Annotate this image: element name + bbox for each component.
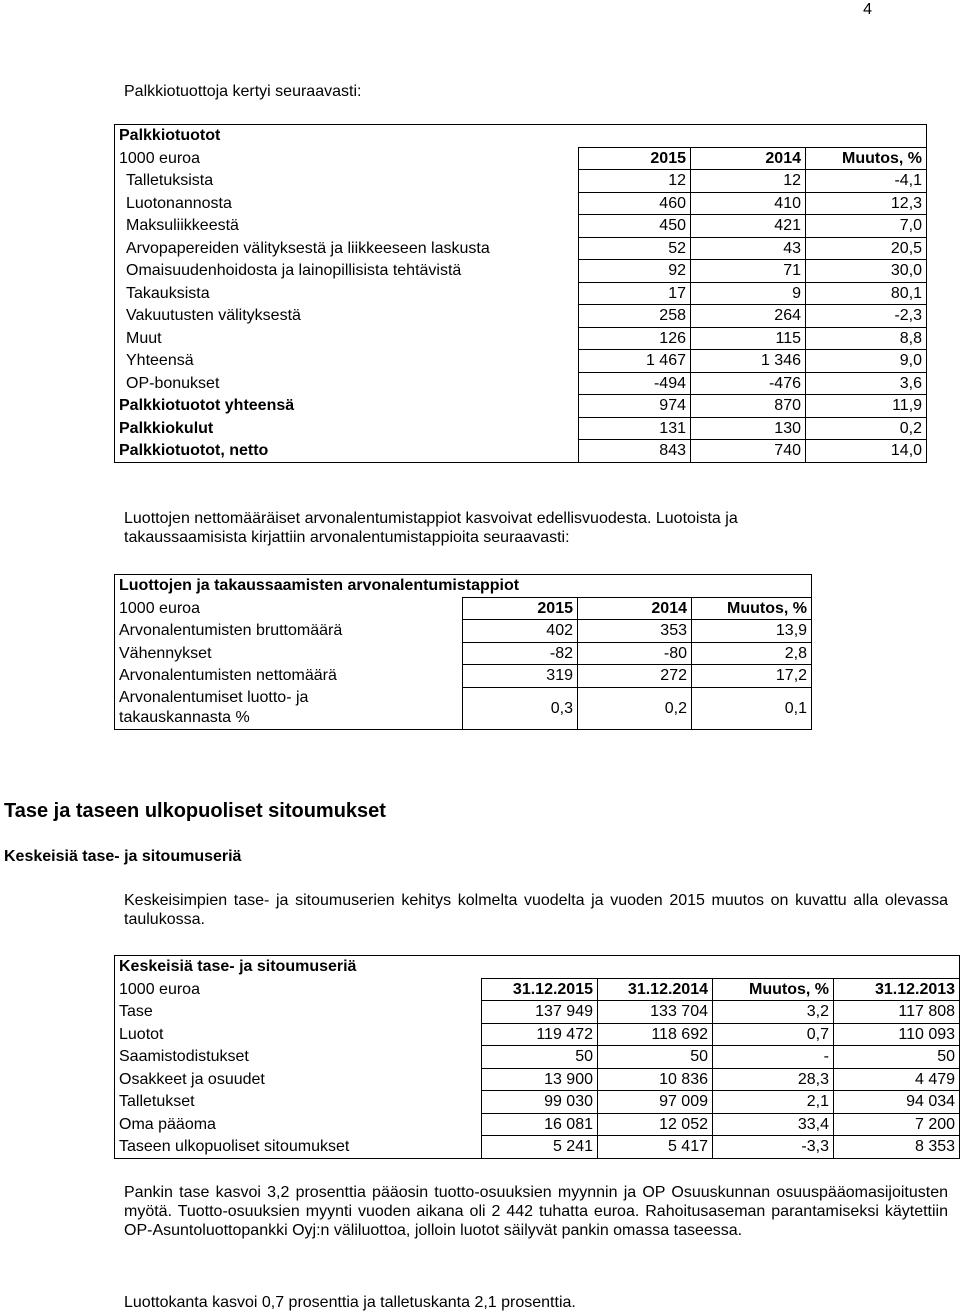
fee-row-value: 258: [579, 305, 691, 328]
balance-row-value: 28,3: [713, 1068, 834, 1091]
balance-row-value: 13 900: [482, 1068, 598, 1091]
impairment-table-last-row: [115, 687, 812, 730]
fee-row-value: 974: [579, 395, 691, 418]
fee-row: [115, 215, 927, 238]
balance-row-value: 2,1: [713, 1091, 834, 1114]
balance-row-value: 7 200: [834, 1113, 960, 1136]
balance-row: [115, 1001, 960, 1024]
balance-row-value: 8 353: [834, 1136, 960, 1159]
fee-row-value: 126: [579, 327, 691, 350]
fee-row: [115, 305, 927, 328]
fee-row-label: Luotonannosta: [115, 192, 579, 215]
impairment-row-label: Arvonalentumisten nettomäärä: [115, 665, 463, 688]
impairment-table-col-header: 2015: [463, 597, 578, 620]
fee-row-value: 7,0: [806, 215, 927, 238]
impairment-row-label: Arvonalentumisten bruttomäärä: [115, 620, 463, 643]
balance-table-unit: 1000 euroa: [115, 978, 482, 1001]
fee-row: [115, 260, 927, 283]
fee-row-value: 92: [579, 260, 691, 283]
fee-row-value: 80,1: [806, 282, 927, 305]
impairment-row-value: 13,9: [692, 620, 812, 643]
impairment-row-value: 0,3: [463, 687, 578, 730]
balance-row-value: 97 009: [598, 1091, 713, 1114]
fee-row-value: 450: [579, 215, 691, 238]
balance-row-value: 5 417: [598, 1136, 713, 1159]
fee-table-unit: 1000 euroa: [115, 147, 579, 170]
fee-row-value: 12: [579, 170, 691, 193]
impairment-row: [115, 665, 812, 688]
balance-row-value: 5 241: [482, 1136, 598, 1159]
balance-row-value: 3,2: [713, 1001, 834, 1024]
fee-row-label: Muut: [115, 327, 579, 350]
subsection-title: Keskeisiä tase- ja sitoumuseriä: [4, 848, 242, 865]
fee-row: [115, 417, 927, 440]
fee-row: [115, 372, 927, 395]
fee-row-label: Palkkiotuotot yhteensä: [115, 395, 579, 418]
fee-row-label: Arvopapereiden välityksestä ja liikkeeseen laskusta: [115, 237, 579, 260]
fee-row-label: Takauksista: [115, 282, 579, 305]
impairment-row-value: 2,8: [692, 642, 812, 665]
fee-row-value: 1 467: [579, 350, 691, 373]
fee-row-value: 0,2: [806, 417, 927, 440]
section-title: Tase ja taseen ulkopuoliset sitoumukset: [4, 800, 386, 822]
fee-row-label: Yhteensä: [115, 350, 579, 373]
balance-row-value: 12 052: [598, 1113, 713, 1136]
balance-row-value: -: [713, 1046, 834, 1069]
fee-table-title: Palkkiotuotot: [115, 125, 927, 148]
fee-row-value: 9: [691, 282, 806, 305]
impairment-last-label-line1: Arvonalentumiset luotto- ja: [119, 689, 309, 706]
balance-row-value: -3,3: [713, 1136, 834, 1159]
fee-table-title-row: [115, 125, 927, 148]
fee-row-value: 130: [691, 417, 806, 440]
balance-table-title-row: [115, 956, 960, 979]
balance-row-value: 94 034: [834, 1091, 960, 1114]
fee-row-label: Palkkiokulut: [115, 417, 579, 440]
fee-row-value: 11,9: [806, 395, 927, 418]
fee-row-value: 12,3: [806, 192, 927, 215]
page-number: 4: [863, 1, 872, 18]
balance-row-label: Tase: [115, 1001, 482, 1024]
fee-row-value: -494: [579, 372, 691, 395]
balance-table-col-header: 31.12.2013: [834, 978, 960, 1001]
balance-row-value: 10 836: [598, 1068, 713, 1091]
balance-table-title: Keskeisiä tase- ja sitoumuseriä: [115, 956, 960, 979]
balance-row-value: 4 479: [834, 1068, 960, 1091]
fee-row-label: Vakuutusten välityksestä: [115, 305, 579, 328]
fee-row-value: 131: [579, 417, 691, 440]
fee-row-label: Maksuliikkeestä: [115, 215, 579, 238]
balance-row-label: Luotot: [115, 1023, 482, 1046]
balance-intro-text: Keskeisimpien tase- ja sitoumuserien kehitys kolmelta vuodelta ja vuoden 2015 muutos on kuvattu alla olevassa taulukossa.: [124, 892, 948, 929]
impairment-table-unit: 1000 euroa: [115, 597, 463, 620]
balance-table-header-row: [115, 978, 960, 1001]
balance-row-value: 0,7: [713, 1023, 834, 1046]
balance-row-value: 50: [834, 1046, 960, 1069]
fee-row-value: 3,6: [806, 372, 927, 395]
fee-row-value: 421: [691, 215, 806, 238]
balance-row: [115, 1113, 960, 1136]
fee-row: [115, 350, 927, 373]
fee-row: [115, 327, 927, 350]
balance-table-col-header: 31.12.2014: [598, 978, 713, 1001]
fee-row-value: 14,0: [806, 440, 927, 463]
impairment-row-value: 402: [463, 620, 578, 643]
fee-row-value: 1 346: [691, 350, 806, 373]
impairment-row-value: 353: [578, 620, 692, 643]
balance-row-label: Osakkeet ja osuudet: [115, 1068, 482, 1091]
closing-paragraph: Pankin tase kasvoi 3,2 prosenttia pääosin tuotto-osuuksien myynnin ja OP Osuuskunnan osuuspääomasijoitusten myötä. Tuotto-osuuksien myynti vuoden aikana oli 2 442 tuhatta euroa. Rahoitusaseman parantamiseksi käytettiin OP-Asuntoluottopankki Oyj:n väliluottoa, jolloin luotot säilyvät pankin omassa taseessa.: [124, 1184, 948, 1240]
impairment-table-col-header: 2014: [578, 597, 692, 620]
balance-row-label: Taseen ulkopuoliset sitoumukset: [115, 1136, 482, 1159]
fee-row-value: 264: [691, 305, 806, 328]
fee-row-value: 12: [691, 170, 806, 193]
fee-row-value: 71: [691, 260, 806, 283]
fee-row-label: Omaisuudenhoidosta ja lainopillisista tehtävistä: [115, 260, 579, 283]
balance-row: [115, 1023, 960, 1046]
fee-row-value: 115: [691, 327, 806, 350]
fee-row: [115, 395, 927, 418]
final-line: Luottokanta kasvoi 0,7 prosenttia ja talletuskanta 2,1 prosenttia.: [124, 1294, 576, 1311]
fee-row-value: 17: [579, 282, 691, 305]
impairment-row-label: [115, 687, 463, 730]
fee-row: [115, 192, 927, 215]
fee-row-label: Palkkiotuotot, netto: [115, 440, 579, 463]
balance-row-value: 33,4: [713, 1113, 834, 1136]
intro-text: Palkkiotuottoja kertyi seuraavasti:: [124, 83, 362, 100]
impairment-row-value: 17,2: [692, 665, 812, 688]
impairment-last-label-line2: takauskannasta %: [119, 709, 250, 726]
fee-row-value: -4,1: [806, 170, 927, 193]
fee-row-value: 410: [691, 192, 806, 215]
fee-table-col-header: Muutos, %: [806, 147, 927, 170]
fee-row: [115, 237, 927, 260]
impairment-row-value: 272: [578, 665, 692, 688]
fee-row-value: 43: [691, 237, 806, 260]
balance-row-value: 50: [482, 1046, 598, 1069]
fee-row-label: OP-bonukset: [115, 372, 579, 395]
balance-row: [115, 1136, 960, 1159]
impairment-row-value: 0,1: [692, 687, 812, 730]
fee-table-col-header: 2014: [691, 147, 806, 170]
impairment-table: [114, 574, 812, 730]
balance-row-value: 133 704: [598, 1001, 713, 1024]
balance-row-label: Oma pääoma: [115, 1113, 482, 1136]
fee-row-value: 9,0: [806, 350, 927, 373]
balance-row-value: 118 692: [598, 1023, 713, 1046]
balance-table-col-header: Muutos, %: [713, 978, 834, 1001]
impairment-row-value: -82: [463, 642, 578, 665]
fee-row-value: 843: [579, 440, 691, 463]
balance-row-value: 16 081: [482, 1113, 598, 1136]
impairment-row-value: 0,2: [578, 687, 692, 730]
balance-row-value: 117 808: [834, 1001, 960, 1024]
balance-row-value: 99 030: [482, 1091, 598, 1114]
fee-row: [115, 282, 927, 305]
fee-row-value: 8,8: [806, 327, 927, 350]
fee-row: [115, 440, 927, 463]
impairment-row: [115, 642, 812, 665]
balance-table: [114, 955, 960, 1159]
fee-income-table: [114, 124, 927, 463]
impairment-table-title-row: [115, 575, 812, 598]
impairment-table-header-row: [115, 597, 812, 620]
fee-row-value: 20,5: [806, 237, 927, 260]
fee-row-value: -2,3: [806, 305, 927, 328]
impairment-row: [115, 620, 812, 643]
impairment-table-title: Luottojen ja takaussaamisten arvonalentumistappiot: [115, 575, 812, 598]
balance-row-value: 110 093: [834, 1023, 960, 1046]
balance-row-label: Talletukset: [115, 1091, 482, 1114]
fee-row-value: 870: [691, 395, 806, 418]
balance-row: [115, 1068, 960, 1091]
impairment-row-value: 319: [463, 665, 578, 688]
balance-table-col-header: 31.12.2015: [482, 978, 598, 1001]
fee-row-value: -476: [691, 372, 806, 395]
fee-row-value: 30,0: [806, 260, 927, 283]
balance-row-label: Saamistodistukset: [115, 1046, 482, 1069]
impairment-row-value: -80: [578, 642, 692, 665]
balance-row-value: 137 949: [482, 1001, 598, 1024]
fee-row: [115, 170, 927, 193]
balance-row-value: 119 472: [482, 1023, 598, 1046]
impairment-row-label: Vähennykset: [115, 642, 463, 665]
fee-row-label: Talletuksista: [115, 170, 579, 193]
fee-table-col-header: 2015: [579, 147, 691, 170]
impairment-text: Luottojen nettomääräiset arvonalentumistappiot kasvoivat edellisvuodesta. Luotoista ja takaussaamisista kirjattiin arvonalentumistappioita seuraavasti:: [124, 510, 738, 547]
fee-row-value: 460: [579, 192, 691, 215]
balance-row: [115, 1091, 960, 1114]
fee-row-value: 52: [579, 237, 691, 260]
fee-row-value: 740: [691, 440, 806, 463]
fee-table-header-row: [115, 147, 927, 170]
balance-row: [115, 1046, 960, 1069]
impairment-table-col-header: Muutos, %: [692, 597, 812, 620]
balance-row-value: 50: [598, 1046, 713, 1069]
